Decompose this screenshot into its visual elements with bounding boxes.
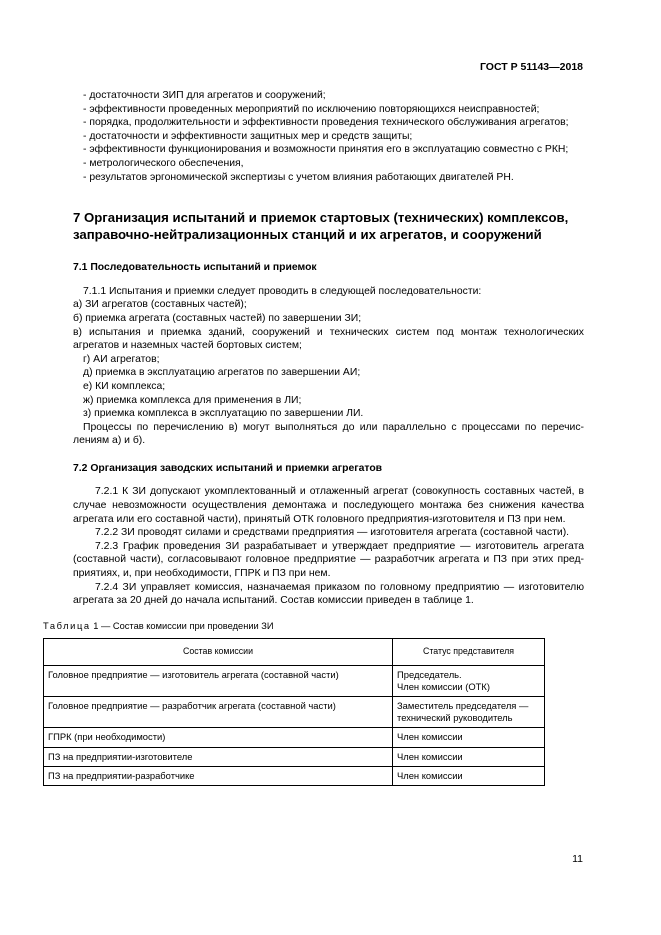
- section-7-heading: 7 Организация испытаний и приемок стартовых (технических) комплексов, заправочно-нейтрализационных станций и их агрегатов, и сооружений: [73, 210, 569, 242]
- table-cell: Головное предприятие — изготовитель агрегата (составной части): [44, 665, 393, 696]
- list-item: ж) приемка комплекса для применения в ЛИ;: [83, 394, 302, 406]
- table-row: [44, 665, 545, 696]
- table-cell: Заместитель председателя — технический руководитель: [393, 697, 545, 728]
- table-row: [44, 697, 545, 728]
- paragraph-7-2-1: 7.2.1 К ЗИ допускают укомплектованный и отлаженный агрегат (совокупность составных частей, в случае невозможности осуществления демонтажа и последующего монтажа без снижения качества агрегата или его составной части), принятый ОТК головного предприятия-изготовителя и ПЗ при нем.: [73, 486, 584, 525]
- table-cell: Член комиссии: [393, 728, 545, 747]
- list-item: - эффективности проведенных мероприятий по исключению повторяющихся неисправностей;: [83, 103, 540, 115]
- paragraph-7-2-3: 7.2.3 График проведения ЗИ разрабатывает и утверждает предприятие — изготовитель агрегата (составной части), согласовывают головное предприятие — разработчик агрегата и ПЗ при этих предприятиях, и, при необходимости, ГПРК и ПЗ при нем.: [73, 540, 584, 580]
- list-item: - достаточности ЗИП для агрегатов и сооружений;: [83, 90, 326, 101]
- list-item: е) КИ комплекса;: [83, 380, 166, 392]
- table-caption: [43, 620, 584, 634]
- table-cell: Председатель. Член комиссии (ОТК): [393, 665, 545, 696]
- subsection-7-2-heading: 7.2 Организация заводских испытаний и приемки агрегатов: [73, 462, 383, 474]
- list-item: з) приемка комплекса в эксплуатацию по завершении ЛИ.: [83, 408, 364, 420]
- column-header-composition: Состав комиссии: [44, 639, 393, 665]
- list-item: - достаточности и эффективности защитных мер и средств защиты;: [83, 130, 413, 142]
- list-item: - метрологического обеспечения,: [83, 157, 244, 169]
- page-number: 11: [572, 853, 583, 865]
- evaluation-list: [73, 89, 584, 184]
- table-row: [44, 766, 545, 785]
- table-row: [44, 728, 545, 747]
- sequence-list: [73, 298, 584, 420]
- paragraph-7-2-2: 7.2.2 ЗИ проводят силами и средствами предприятия — изготовителя агрегата (составной части).: [95, 527, 570, 539]
- list-item: а) ЗИ агрегатов (составных частей);: [73, 299, 247, 311]
- table-header-row: [44, 639, 545, 665]
- list-item: б) приемка агрегата (составных частей) по завершении ЗИ;: [73, 312, 362, 324]
- subsection-7-1-heading: 7.1 Последовательность испытаний и приемок: [73, 262, 317, 274]
- list-item: - эффективности функционирования и возможности принятия его в эксплуатацию совместно с РКН;: [83, 144, 569, 156]
- page-content: [43, 89, 584, 786]
- table-row: [44, 747, 545, 766]
- commission-table: [43, 638, 545, 786]
- list-item: д) приемка в эксплуатацию агрегатов по завершении АИ;: [83, 367, 361, 379]
- paragraph-7-1-1-note: Процессы по перечислению в) могут выполняться до или параллельно с процессами по перечислениям а) и б).: [73, 421, 584, 447]
- table-caption-text: 1 — Состав комиссии при проведении ЗИ: [93, 620, 274, 631]
- list-item: в) испытания и приемка зданий, сооружений и технических систем под монтаж технологических агрегатов и наземных частей бортовых систем;: [73, 326, 584, 352]
- table-cell: Член комиссии: [393, 747, 545, 766]
- table-cell: ПЗ на предприятии-разработчике: [44, 766, 393, 785]
- list-item: - результатов эргономической экспертизы с учетом влияния работающих двигателей РН.: [83, 171, 514, 183]
- list-item: г) АИ агрегатов;: [83, 353, 160, 365]
- column-header-status: Статус представителя: [393, 639, 545, 665]
- table-cell: Член комиссии: [393, 766, 545, 785]
- list-item: - порядка, продолжительности и эффективности проведения технического обслуживания агрегатов;: [83, 117, 569, 129]
- table-caption-label: Таблица: [43, 620, 91, 631]
- table-cell: Головное предприятие — разработчик агрегата (составной части): [44, 697, 393, 728]
- table-cell: ГПРК (при необходимости): [44, 728, 393, 747]
- paragraph-7-1-1: 7.1.1 Испытания и приемки следует проводить в следующей последовательности:: [83, 285, 482, 297]
- table-cell: ПЗ на предприятии-изготовителе: [44, 747, 393, 766]
- paragraph-7-2-4: 7.2.4 ЗИ управляет комиссия, назначаемая приказом по головному предприятию — изготовителю агрегата за 20 дней до начала испытаний. Состав комиссии приведен в таблице 1.: [73, 581, 584, 607]
- standard-code: ГОСТ Р 51143—2018: [479, 61, 583, 73]
